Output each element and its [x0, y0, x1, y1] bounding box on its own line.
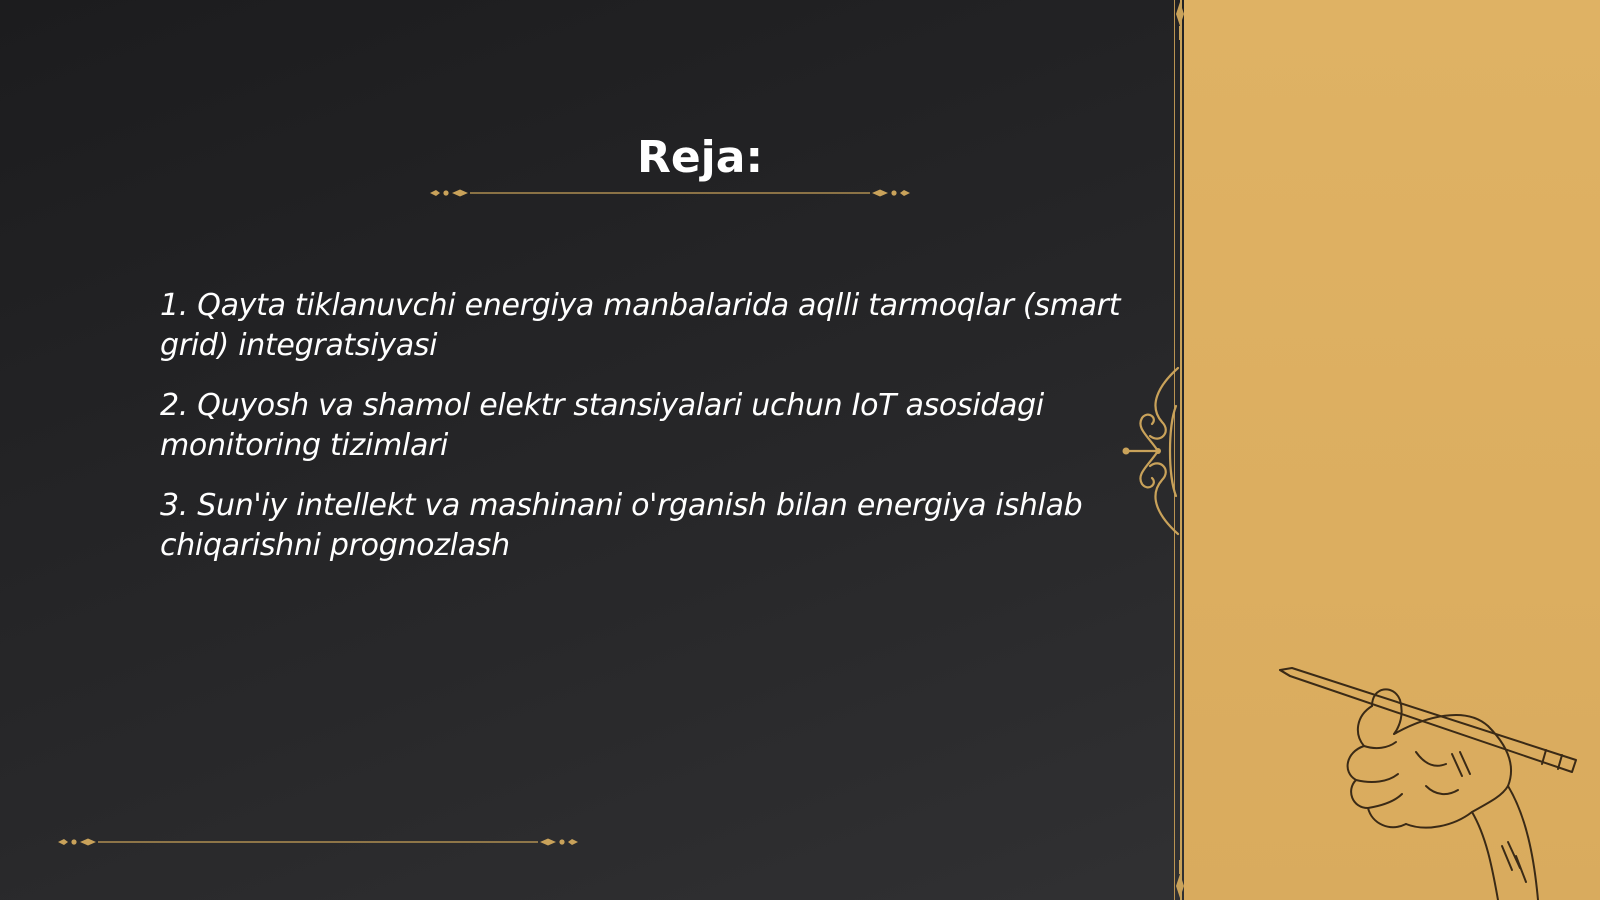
plan-item-1: 1. Qayta tiklanuvchi energiya manbalarida aqlli tarmoqlar (smart grid) integratsiyasi	[160, 288, 1121, 363]
hand-with-pencil-icon	[1276, 656, 1600, 900]
scroll-flourish-icon	[1118, 366, 1188, 536]
border-top-ornament-icon	[1172, 0, 1188, 40]
plan-list	[160, 286, 1160, 586]
bottom-divider-icon	[58, 835, 578, 849]
title-divider-icon	[430, 186, 910, 200]
plan-item-2: 2. Quyosh va shamol elektr stansiyalari uchun IoT asosidagi monitoring tizimlari	[160, 388, 1044, 463]
slide-title: Reja:	[636, 132, 764, 183]
plan-item-3: 3. Sun'iy intellekt va mashinani o'rganish bilan energiya ishlab chiqarishni prognozlash	[160, 488, 1083, 563]
border-bottom-ornament-icon	[1172, 860, 1188, 900]
